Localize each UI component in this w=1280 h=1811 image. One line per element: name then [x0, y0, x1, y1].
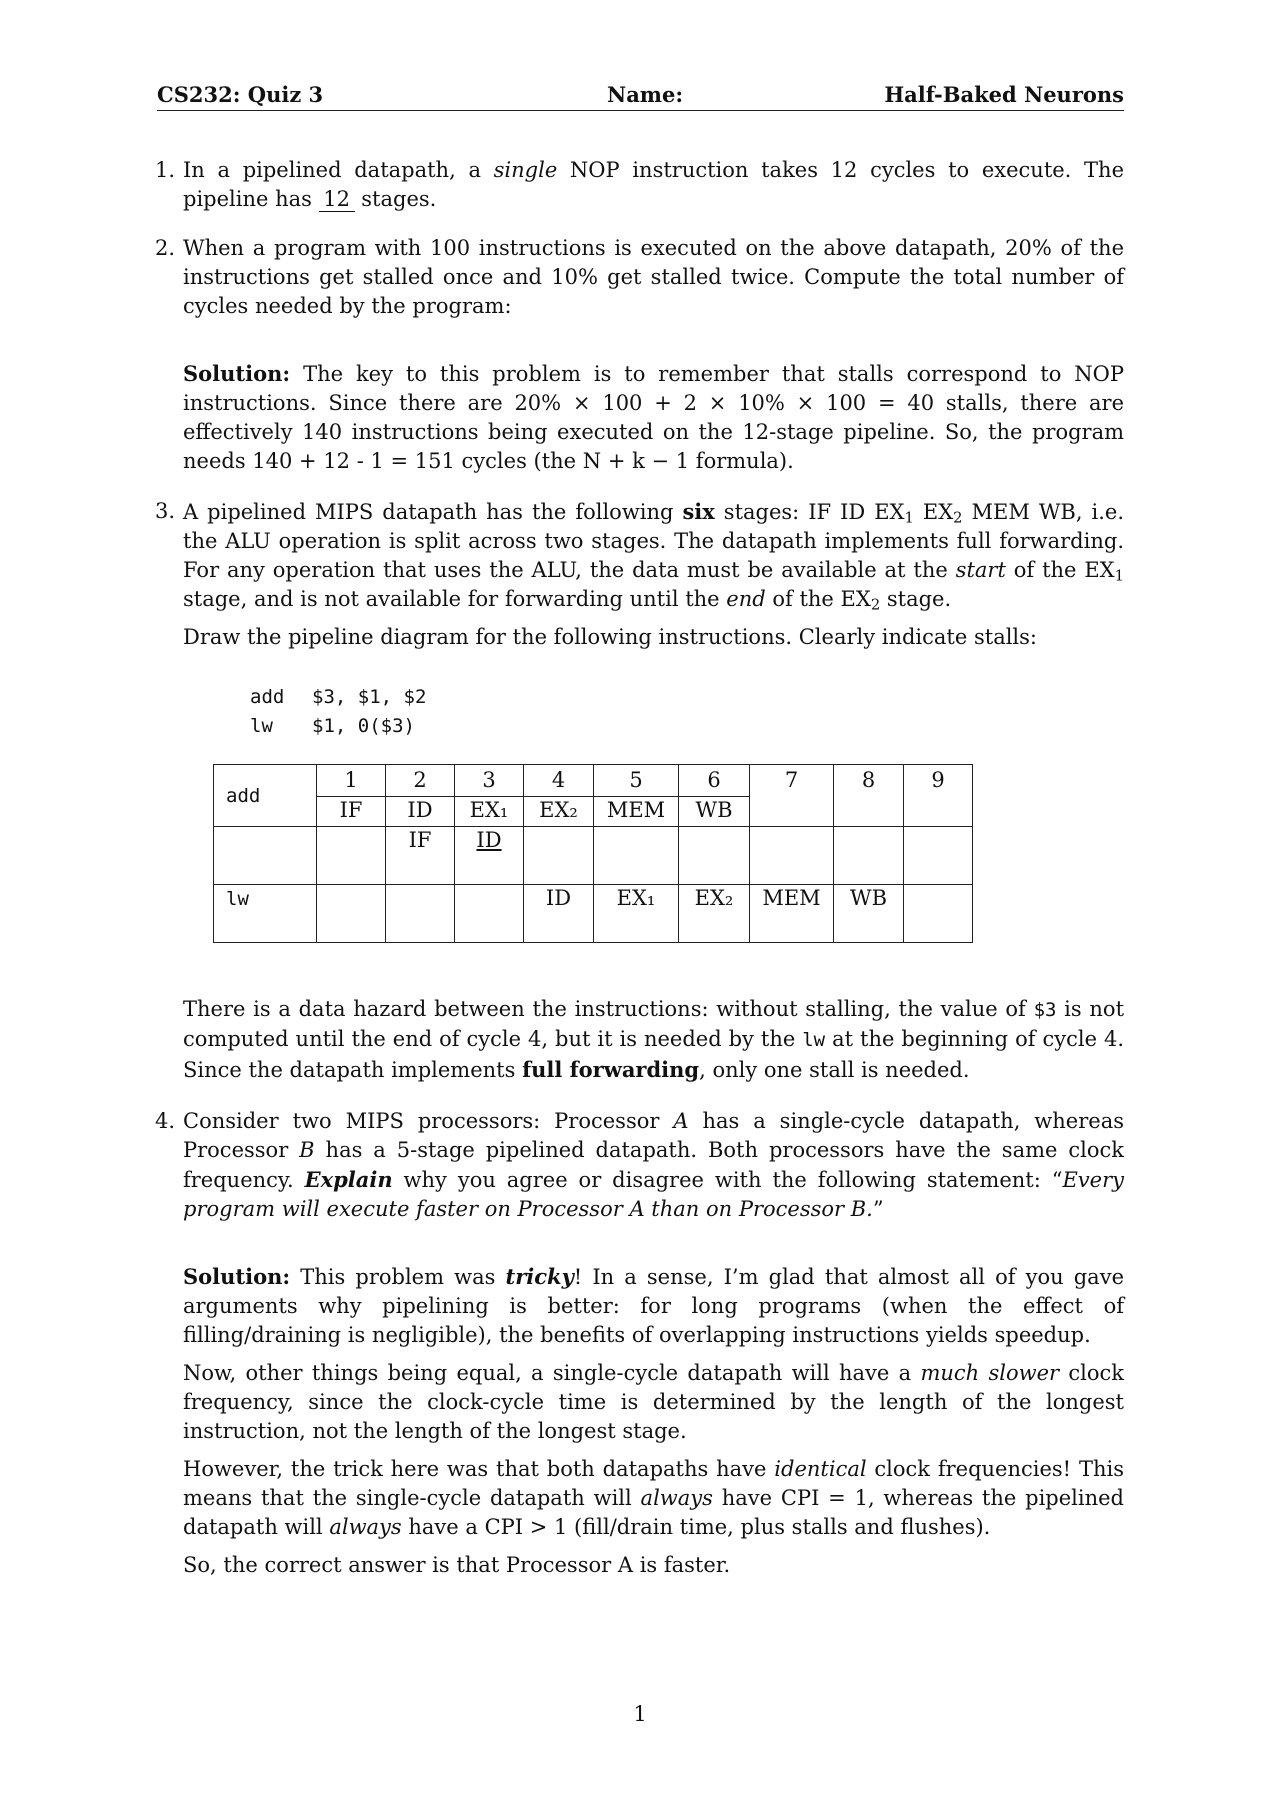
cycle-header-row [214, 765, 973, 797]
question-3-explanation [183, 995, 1124, 1085]
question-text: In a pipelined datapath, a single NOP instruction takes 12 cycles to execute. The pipeline has 12 stages. [183, 158, 1124, 211]
question-text: When a program with 100 instructions is executed on the above datapath, 20% of the instructions get stalled once and 10% get stalled twice. Compute the total number of cycles needed by the program: [183, 236, 1124, 318]
stage-cell [904, 885, 973, 943]
stage-cell: EX₁ [594, 885, 679, 943]
solution-para-3: However, the trick here was that both datapaths have identical clock frequencies! This means that the single-cycle datapath will always have CPI = 1, whereas the pipelined datapath will always have a CPI > 1 (fill/drain time, plus stalls and flushes). [183, 1457, 1124, 1539]
question-2 [155, 234, 1124, 476]
row-label-lw: lw [214, 885, 317, 943]
cycle-header: 4 [524, 765, 594, 797]
code-listing [250, 683, 426, 741]
stage-cell [386, 885, 455, 943]
solution-label: Solution: [183, 361, 291, 386]
stage-cell: IF [317, 797, 386, 827]
explanation-text: There is a data hazard between the instructions: without stalling, the value of $3 is not computed until the end of cycle 4, but it is needed by the lw at the beginning of cycle 4. Since the datapath implements full forwarding, only one stall is needed. [183, 997, 1125, 1082]
question-number: 4. [155, 1109, 176, 1133]
question-4 [155, 1107, 1124, 1580]
solution-block [183, 1262, 1124, 1580]
question-number: 1. [155, 158, 176, 182]
stage-cell: ID [455, 827, 524, 885]
pipeline-diagram [213, 764, 973, 943]
answer-blank: 12 [319, 187, 355, 212]
page-header [157, 78, 1124, 111]
stage-cell: ID [386, 797, 455, 827]
cycle-header: 5 [594, 765, 679, 797]
lw-stage-row [214, 885, 973, 943]
stage-cell: EX₁ [455, 797, 524, 827]
cycle-header: 3 [455, 765, 524, 797]
stage-cell: EX₂ [679, 885, 750, 943]
stage-cell: WB [834, 885, 904, 943]
question-1 [155, 156, 1124, 214]
cycle-header: 6 [679, 765, 750, 797]
question-text: Consider two MIPS processors: Processor A has a single-cycle datapath, whereas Processor B has a 5-stage pipelined datapath. Both processors have the same clock frequency. Explain why you agree or disagree with the following statement: “Every program will execute faster on Processor A than on Processor B.” [183, 1109, 1124, 1221]
stage-cell: ID [524, 885, 594, 943]
team-name: Half-Baked Neurons [884, 82, 1124, 107]
cycle-header: 8 [834, 765, 904, 827]
question-3 [155, 497, 1125, 652]
solution-para-1: Solution: This problem was tricky! In a sense, I’m glad that almost all of you gave arguments why pipelining is better: for long programs (when the effect of filling/draining is negligible), the benefits of overlapping instructions yields speedup. [183, 1264, 1124, 1347]
cycle-header: 7 [750, 765, 834, 827]
stage-cell: MEM [594, 797, 679, 827]
stage-cell [679, 827, 750, 885]
code-line: lw $1, 0($3) [250, 715, 415, 737]
question-number: 3. [155, 499, 176, 523]
solution-block [183, 359, 1124, 476]
stage-cell: WB [679, 797, 750, 827]
row-label-add: add [214, 765, 317, 827]
stage-cell: EX₂ [524, 797, 594, 827]
name-label: Name: [607, 82, 684, 107]
solution-text: The key to this problem is to remember that stalls correspond to NOP instructions. Since there are 20% × 100 + 2 × 10% × 100 = 40 stalls, there are effectively 140 instructions being executed on the 12-stage pipeline. So, the program needs 140 + 12 - 1 = 151 cycles (the N + k − 1 formula). [183, 362, 1124, 473]
page-number: 1 [633, 1702, 647, 1726]
question-text: A pipelined MIPS datapath has the following six stages: IF ID $EX_1$ $EX_2$ MEM WB, i.e. the ALU operation is split across two stages. The datapath implements full forwarding. For any operation that uses the ALU, the data must be available at the start of the $EX_1$ stage, and is not available for forwarding until the end of the $EX_2$ stage. [183, 499, 1125, 614]
stage-cell: IF [386, 827, 455, 885]
code-line: add $3, $1, $2 [250, 686, 427, 708]
stage-cell [750, 827, 834, 885]
cycle-header: 2 [386, 765, 455, 797]
stall-row [214, 827, 973, 885]
row-label-empty [214, 827, 317, 885]
solution-para-2: Now, other things being equal, a single-cycle datapath will have a much slower clock frequency, since the clock-cycle time is determined by the length of the longest instruction, not the length of the longest stage. [183, 1361, 1124, 1443]
stage-cell [834, 827, 904, 885]
question-number: 2. [155, 236, 176, 260]
cycle-header: 1 [317, 765, 386, 797]
stage-cell [594, 827, 679, 885]
stage-cell: MEM [750, 885, 834, 943]
stage-cell [317, 885, 386, 943]
course-title: CS232: Quiz 3 [157, 82, 324, 107]
stage-cell [524, 827, 594, 885]
stage-cell [904, 827, 973, 885]
stage-cell [455, 885, 524, 943]
cycle-header: 9 [904, 765, 973, 827]
solution-para-4: So, the correct answer is that Processor A is faster. [183, 1553, 731, 1577]
stage-cell [317, 827, 386, 885]
draw-instruction: Draw the pipeline diagram for the following instructions. Clearly indicate stalls: [183, 625, 1037, 649]
